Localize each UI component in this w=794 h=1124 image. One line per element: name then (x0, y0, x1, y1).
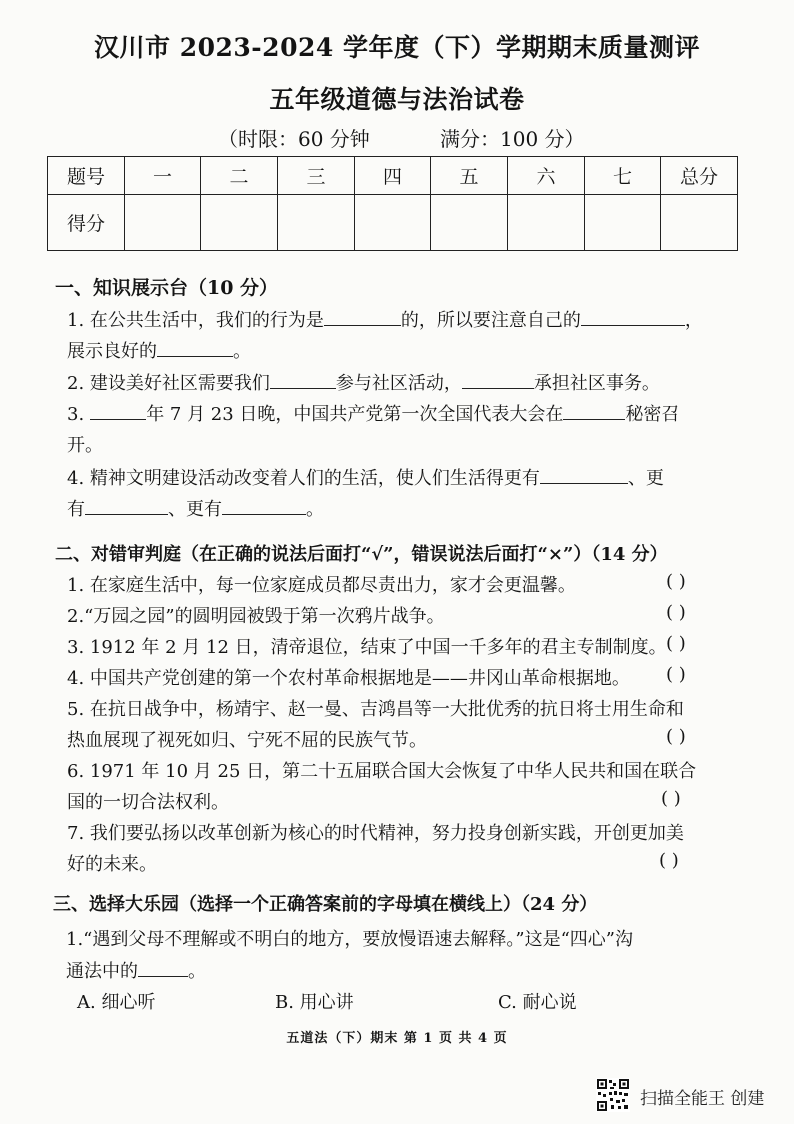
answer-blank[interactable] (222, 497, 306, 515)
s2-item-6-line1: 6. 1971 年 10 月 25 日，第二十五届联合国大会恢复了中华人民共和国在联合 (67, 761, 697, 782)
score-header-cell: 二 (201, 157, 278, 195)
exam-subtitle: 五年级道德与法治试卷 (269, 85, 525, 114)
answer-blank[interactable] (462, 371, 534, 389)
score-cell[interactable] (201, 195, 278, 251)
answer-parenthesis[interactable]: ( ) (666, 633, 686, 654)
s2-item-2: 2.“万园之园”的圆明园被毁于第一次鸦片战争。 (67, 606, 445, 627)
answer-parenthesis[interactable]: ( ) (666, 726, 686, 747)
s1-q3-line1: 3. 年 7 月 23 日晚，中国共产党第一次全国代表大会在 秘密召 (67, 404, 680, 425)
score-cell[interactable] (585, 195, 661, 251)
answer-blank[interactable] (270, 371, 336, 389)
score-header-cell: 三 (278, 157, 355, 195)
score-table-header-row (48, 157, 738, 195)
score-header-cell: 六 (508, 157, 585, 195)
answer-parenthesis[interactable]: ( ) (661, 788, 681, 809)
score-header-cell: 一 (125, 157, 201, 195)
score-header-cell: 七 (585, 157, 661, 195)
s3-q1-line2: 通法中的 。 (66, 961, 206, 982)
s2-item-4: 4. 中国共产党创建的第一个农村革命根据地是——井冈山革命根据地。 (67, 668, 630, 689)
score-cell[interactable] (431, 195, 508, 251)
answer-blank[interactable] (563, 402, 625, 420)
score-cell[interactable] (125, 195, 201, 251)
score-row-label: 得分 (48, 195, 125, 251)
answer-blank[interactable] (85, 497, 168, 515)
s3-q1-line1: 1.“遇到父母不理解或不明白的地方，要放慢语速去解释。”这是“四心”沟 (66, 929, 633, 950)
qr-code-icon (596, 1078, 630, 1112)
s1-q3-line2: 开。 (67, 435, 103, 456)
s2-item-3: 3. 1912 年 2 月 12 日，清帝退位，结束了中国一千多年的君主专制制度。 (67, 637, 667, 658)
score-table-score-row (48, 195, 738, 251)
answer-parenthesis[interactable]: ( ) (666, 664, 686, 685)
score-header-cell: 四 (355, 157, 431, 195)
score-table (47, 156, 738, 251)
scanner-badge-label: 扫描全能王 创建 (640, 1089, 765, 1109)
answer-parenthesis[interactable]: ( ) (666, 602, 686, 623)
answer-blank[interactable] (581, 308, 685, 326)
score-cell[interactable] (508, 195, 585, 251)
s2-item-7-line2: 好的未来。 (67, 854, 157, 875)
s1-q1-line1: 1. 在公共生活中，我们的行为是 的，所以要注意自己的 ， (67, 310, 703, 331)
answer-parenthesis[interactable]: ( ) (659, 850, 679, 871)
s2-item-6-line2: 国的一切合法权利。 (67, 792, 229, 813)
section1-heading: 一、知识展示台（10 分） (55, 277, 279, 299)
s2-item-1: 1. 在家庭生活中，每一位家庭成员都尽责出力，家才会更温馨。 (67, 575, 576, 596)
answer-blank[interactable] (540, 466, 628, 484)
answer-parenthesis[interactable]: ( ) (666, 571, 686, 592)
score-cell[interactable] (278, 195, 355, 251)
answer-blank[interactable] (157, 339, 233, 357)
s1-q4-line2: 有 、更有 。 (67, 499, 324, 520)
s2-item-5-line1: 5. 在抗日战争中，杨靖宇、赵一曼、吉鸿昌等一大批优秀的抗日将士用生命和 (67, 699, 684, 720)
score-header-cell: 五 (431, 157, 508, 195)
full-score: 满分：100 分） (440, 127, 585, 151)
exam-title: 汉川市 2023-2024 学年度（下）学期期末质量测评 (94, 33, 700, 62)
page-footer: 五道法（下）期末 第 1 页 共 4 页 (286, 1031, 508, 1046)
option-c[interactable]: C. 耐心说 (498, 992, 577, 1013)
score-cell[interactable] (661, 195, 738, 251)
time-limit: （时限：60 分钟 (218, 127, 370, 151)
answer-blank[interactable] (324, 308, 401, 326)
option-a[interactable]: A. 细心听 (77, 992, 156, 1013)
answer-blank[interactable] (138, 959, 188, 977)
score-header-cell: 总分 (661, 157, 738, 195)
score-header-cell: 题号 (48, 157, 125, 195)
section3-heading: 三、选择大乐园（选择一个正确答案前的字母填在横线上）（24 分） (53, 894, 598, 915)
score-cell[interactable] (355, 195, 431, 251)
section2-heading: 二、对错审判庭（在正确的说法后面打“√”，错误说法后面打“×”）（14 分） (55, 544, 668, 565)
s1-q4-line1: 4. 精神文明建设活动改变着人们的生活，使人们生活得更有 、更 (67, 468, 664, 489)
s2-item-5-line2: 热血展现了视死如归、宁死不屈的民族气节。 (67, 730, 427, 751)
answer-blank[interactable] (90, 402, 146, 420)
s1-q1-line2: 展示良好的 。 (67, 341, 251, 362)
s1-q2: 2. 建设美好社区需要我们 参与社区活动， 承担社区事务。 (67, 373, 660, 394)
option-b[interactable]: B. 用心讲 (275, 992, 354, 1013)
s2-item-7-line1: 7. 我们要弘扬以改革创新为核心的时代精神，努力投身创新实践，开创更加美 (67, 823, 684, 844)
